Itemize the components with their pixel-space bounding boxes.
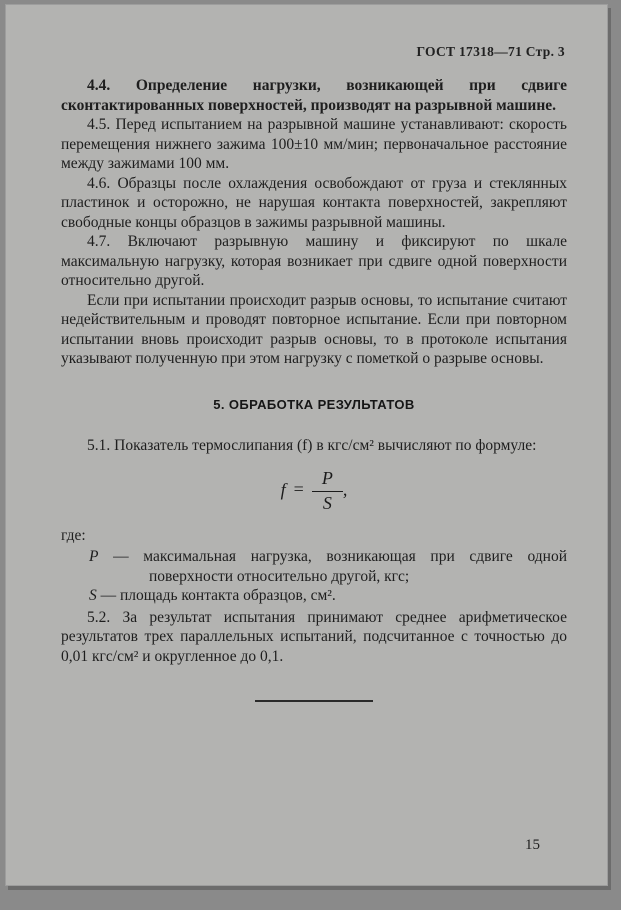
paragraph-4-6: 4.6. Образцы после охлаждения освобождают от груза и стеклянных пластинок и осторожно, не нарушая контакта поверхностей, закрепляют свободные концы образцов в зажимы разрывной машины. <box>61 174 567 231</box>
definition-term-s: S <box>89 587 97 605</box>
definition-text-p: — максимальная нагрузка, возникающая при сдвиге одной поверхности относительно другой, кгс; <box>113 548 568 585</box>
definition-text-s: — площадь контакта образцов, см². <box>100 587 336 605</box>
where-label: где: <box>61 526 86 544</box>
paragraph-4-4: 4.4. Определение нагрузки, возникающей при сдвиге сконтактированных поверхностей, производят на разрывной машине. <box>61 77 567 114</box>
divider-rule <box>255 700 373 702</box>
fraction-numerator: P <box>312 469 343 492</box>
page-content <box>61 44 567 702</box>
page-number: 15 <box>525 837 540 853</box>
equals-sign: = <box>293 479 304 500</box>
document-page <box>5 4 608 886</box>
paragraph-4-5: 4.5. Перед испытанием на разрывной машине устанавливают: скорость перемещения нижнего зажима 100±10 мм/мин; первоначальное расстояние между зажимами 100 мм. <box>61 116 567 172</box>
fraction <box>312 469 343 514</box>
section-heading: 5. ОБРАБОТКА РЕЗУЛЬТАТОВ <box>213 396 415 412</box>
definition-s <box>61 586 567 606</box>
paragraph-4-7: 4.7. Включают разрывную машину и фиксируют по шкале максимальную нагрузку, которая возникает при сдвиге одной поверхности относительно другой. <box>61 233 567 289</box>
formula-variable-f: f <box>280 479 286 500</box>
definition-p <box>61 547 567 586</box>
formula-comma: , <box>342 479 348 500</box>
paragraph-5-1: 5.1. Показатель термослипания (f) в кгс/см² вычисляют по формуле: <box>87 436 537 454</box>
paragraph-5-2: 5.2. За результат испытания принимают среднее арифметическое результатов трех параллельных испытаний, подсчитанное с точностью до 0,01 кгс/см² и округленное до 0,1. <box>61 608 567 665</box>
document-header: ГОСТ 17318—71 Стр. 3 <box>416 44 565 59</box>
paragraph-retest-note: Если при испытании происходит разрыв основы, то испытание считают недействительным и проводят повторное испытание. Если при повторном испытании вновь происходит разрыв основы, то в протоколе испытания указывают полученную при этом нагрузку с пометкой о разрыве основы. <box>61 291 567 367</box>
fraction-denominator: S <box>322 492 332 513</box>
definition-term-p: P <box>89 548 99 566</box>
formula <box>61 469 567 514</box>
